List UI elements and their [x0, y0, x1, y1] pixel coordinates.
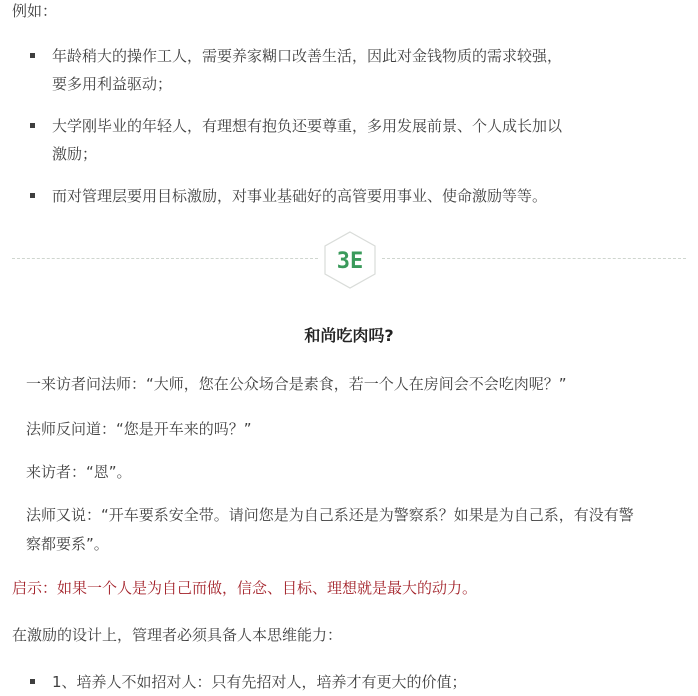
story-title: 和尚吃肉吗? — [304, 326, 394, 345]
design-intro: 在激励的设计上，管理者必须具备人本思维能力： — [12, 626, 343, 644]
list-item-text: 激励； — [52, 145, 98, 163]
list-item-text: 而对管理层要用目标激励，对事业基础好的高管要用事业、使命激励等等。 — [52, 187, 548, 205]
divider-left — [12, 258, 318, 259]
list-item-text: 要多用利益驱动； — [52, 75, 173, 93]
insight-text: 启示：如果一个人是为自己而做，信念、目标、理想就是最大的动力。 — [12, 579, 478, 597]
divider-right — [382, 258, 686, 259]
list-item-text: 大学刚毕业的年轻人，有理想有抱负还要尊重，多用发展前景、个人成长加以 — [52, 117, 563, 135]
list-item-text: 年龄稍大的操作工人，需要养家糊口改善生活，因此对金钱物质的需求较强， — [52, 47, 563, 65]
story-line: 法师反问道：“您是开车来的吗？” — [26, 420, 252, 438]
story-line: 察都要系”。 — [26, 535, 109, 553]
emblem-icon — [322, 230, 378, 290]
bullet-icon — [30, 53, 35, 58]
story-line: 一来访者问法师：“大师，您在公众场合是素食，若一个人在房间会不会吃肉呢？” — [26, 375, 567, 393]
svg-text:3E: 3E — [336, 249, 364, 274]
story-line: 法师又说：“开车要系安全带。请问您是为自己系还是为警察系？如果是为自己系，有没有警 — [26, 506, 634, 524]
story-line: 来访者：“恩”。 — [26, 463, 132, 481]
list-item-text: 1、培养人不如招对人：只有先招对人，培养才有更大的价值； — [52, 673, 467, 691]
bullet-icon — [30, 123, 35, 128]
intro-text: 例如： — [12, 2, 58, 20]
bullet-icon — [30, 679, 35, 684]
bullet-icon — [30, 193, 35, 198]
